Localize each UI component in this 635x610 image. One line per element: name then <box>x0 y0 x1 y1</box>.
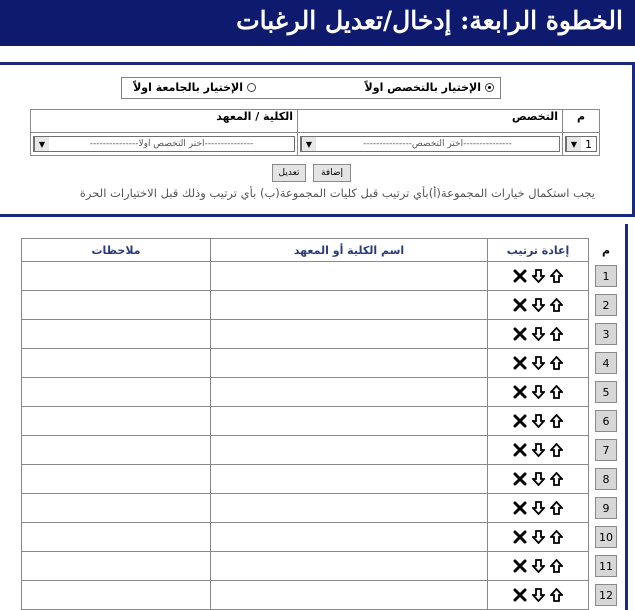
delete-x-icon <box>513 327 527 341</box>
row-number-button[interactable]: 2 <box>595 294 617 316</box>
arrow-up-icon <box>550 269 563 283</box>
row-number-button[interactable]: 5 <box>595 381 617 403</box>
row-number-cell <box>589 378 624 407</box>
arrow-down-icon <box>532 530 545 544</box>
arrow-down-icon <box>532 385 545 399</box>
table-row <box>22 291 624 320</box>
faculty-placeholder: ---------------اختر التخصص أولا--------------- <box>89 139 254 149</box>
move-up-button[interactable] <box>550 414 563 428</box>
delete-x-icon <box>513 472 527 486</box>
col-name-header: اسم الكلية أو المعهد <box>211 239 488 262</box>
chevron-down-icon[interactable]: ▼ <box>301 137 316 151</box>
move-up-button[interactable] <box>550 269 563 283</box>
notes-cell <box>22 523 211 552</box>
chevron-down-icon[interactable]: ▼ <box>34 137 49 151</box>
move-down-button[interactable] <box>532 443 545 457</box>
arrow-up-icon <box>550 414 563 428</box>
move-up-button[interactable] <box>550 501 563 515</box>
row-number-select[interactable] <box>565 136 597 152</box>
row-number-button[interactable]: 1 <box>595 265 617 287</box>
move-down-button[interactable] <box>532 298 545 312</box>
move-up-button[interactable] <box>550 356 563 370</box>
row-number-cell <box>589 581 624 610</box>
col-specialty-header: التخصص <box>298 110 563 133</box>
instruction-note: يجب استكمال خيارات المجموعة(أ)بأي ترتيب قبل كليات المجموعة(ب) بأي ترتيب وذلك قبل الاختيارات الحرة <box>79 186 595 200</box>
specialty-placeholder: ---------------اختر التخصص--------------- <box>363 139 512 149</box>
row-number-button[interactable]: 7 <box>595 439 617 461</box>
move-down-button[interactable] <box>532 501 545 515</box>
delete-x-icon <box>513 443 527 457</box>
divider-top <box>0 62 635 65</box>
delete-x-icon <box>513 385 527 399</box>
move-down-button[interactable] <box>532 588 545 602</box>
move-up-button[interactable] <box>550 298 563 312</box>
arrow-up-icon <box>550 472 563 486</box>
table-row <box>22 349 624 378</box>
college-name-cell <box>211 523 488 552</box>
college-name-cell <box>211 378 488 407</box>
arrow-down-icon <box>532 298 545 312</box>
delete-button[interactable] <box>513 501 527 515</box>
table-row <box>22 494 624 523</box>
row-number-button[interactable]: 3 <box>595 323 617 345</box>
arrow-up-icon <box>550 501 563 515</box>
arrow-up-icon <box>550 443 563 457</box>
col-notes-header: ملاحظات <box>22 239 211 262</box>
radio-by-specialty-label: الإختيار بالتخصص اولاً <box>364 81 481 94</box>
row-number-cell <box>589 465 624 494</box>
move-up-button[interactable] <box>550 559 563 573</box>
delete-x-icon <box>513 559 527 573</box>
notes-cell <box>22 349 211 378</box>
row-number-value: 1 <box>585 137 592 151</box>
table-row <box>22 465 624 494</box>
move-down-button[interactable] <box>532 472 545 486</box>
reorder-cell <box>488 581 589 610</box>
selection-mode-group <box>121 77 501 99</box>
move-down-button[interactable] <box>532 269 545 283</box>
arrow-down-icon <box>532 559 545 573</box>
arrow-up-icon <box>550 385 563 399</box>
col-m-header: م <box>563 110 600 133</box>
row-number-button[interactable]: 10 <box>595 526 617 548</box>
table-row <box>22 407 624 436</box>
selection-table <box>30 109 600 156</box>
faculty-select[interactable] <box>33 136 295 152</box>
delete-button[interactable] <box>513 414 527 428</box>
reorder-cell <box>488 407 589 436</box>
college-name-cell <box>211 407 488 436</box>
delete-x-icon <box>513 588 527 602</box>
delete-x-icon <box>513 501 527 515</box>
row-number-button[interactable]: 11 <box>595 555 617 577</box>
delete-button[interactable] <box>513 269 527 283</box>
edit-button[interactable]: تعديل <box>272 164 306 182</box>
notes-cell <box>22 291 211 320</box>
arrow-up-icon <box>550 327 563 341</box>
reorder-cell <box>488 552 589 581</box>
move-up-button[interactable] <box>550 588 563 602</box>
delete-x-icon <box>513 356 527 370</box>
table-row <box>22 320 624 349</box>
col-reorder-header: إعادة ترتيب <box>488 239 589 262</box>
delete-x-icon <box>513 414 527 428</box>
college-name-cell <box>211 349 488 378</box>
college-name-cell <box>211 465 488 494</box>
delete-button[interactable] <box>513 298 527 312</box>
radio-by-university[interactable] <box>133 81 256 94</box>
move-up-button[interactable] <box>550 443 563 457</box>
col-faculty-header: الكلية / المعهد <box>31 110 298 133</box>
move-down-button[interactable] <box>532 385 545 399</box>
delete-x-icon <box>513 298 527 312</box>
delete-button[interactable] <box>513 385 527 399</box>
move-up-button[interactable] <box>550 385 563 399</box>
radio-by-university-label: الإختيار بالجامعة اولاً <box>133 81 243 94</box>
table-row <box>22 581 624 610</box>
row-number-cell <box>589 291 624 320</box>
row-number-button[interactable]: 12 <box>595 584 617 606</box>
reorder-cell <box>488 291 589 320</box>
notes-cell <box>22 407 211 436</box>
table-edge <box>625 224 628 610</box>
radio-circle-selected-icon[interactable] <box>485 83 494 92</box>
reorder-cell <box>488 523 589 552</box>
preferences-table <box>21 238 623 610</box>
arrow-down-icon <box>532 588 545 602</box>
notes-cell <box>22 378 211 407</box>
reorder-cell <box>488 262 589 291</box>
delete-button[interactable] <box>513 472 527 486</box>
delete-button[interactable] <box>513 559 527 573</box>
row-number-button[interactable]: 9 <box>595 497 617 519</box>
delete-button[interactable] <box>513 327 527 341</box>
arrow-down-icon <box>532 472 545 486</box>
arrow-up-icon <box>550 298 563 312</box>
arrow-up-icon <box>550 559 563 573</box>
table-row <box>22 378 624 407</box>
notes-cell <box>22 465 211 494</box>
delete-button[interactable] <box>513 588 527 602</box>
arrow-up-icon <box>550 530 563 544</box>
arrow-down-icon <box>532 501 545 515</box>
row-number-cell <box>589 320 624 349</box>
college-name-cell <box>211 436 488 465</box>
row-number-button[interactable]: 6 <box>595 410 617 432</box>
move-up-button[interactable] <box>550 327 563 341</box>
delete-x-icon <box>513 530 527 544</box>
college-name-cell <box>211 262 488 291</box>
move-down-button[interactable] <box>532 327 545 341</box>
table-row <box>22 552 624 581</box>
row-number-cell <box>589 407 624 436</box>
row-number-button[interactable]: 4 <box>595 352 617 374</box>
row-number-cell <box>589 262 624 291</box>
row-number-cell <box>589 349 624 378</box>
delete-button[interactable] <box>513 356 527 370</box>
table-row <box>22 436 624 465</box>
move-up-button[interactable] <box>550 472 563 486</box>
row-number-button[interactable]: 8 <box>595 468 617 490</box>
move-down-button[interactable] <box>532 414 545 428</box>
move-down-button[interactable] <box>532 530 545 544</box>
move-up-button[interactable] <box>550 530 563 544</box>
notes-cell <box>22 552 211 581</box>
college-name-cell <box>211 581 488 610</box>
college-name-cell <box>211 494 488 523</box>
row-number-cell <box>589 523 624 552</box>
arrow-down-icon <box>532 356 545 370</box>
row-number-cell <box>589 494 624 523</box>
reorder-cell <box>488 465 589 494</box>
page-title-text: الخطوة الرابعة: إدخال/تعديل الرغبات <box>236 6 623 35</box>
move-down-button[interactable] <box>532 559 545 573</box>
move-down-button[interactable] <box>532 356 545 370</box>
arrow-down-icon <box>532 269 545 283</box>
delete-button[interactable] <box>513 443 527 457</box>
college-name-cell <box>211 320 488 349</box>
divider-middle <box>0 214 635 217</box>
arrow-down-icon <box>532 327 545 341</box>
radio-circle-icon[interactable] <box>247 83 256 92</box>
reorder-cell <box>488 378 589 407</box>
notes-cell <box>22 494 211 523</box>
delete-button[interactable] <box>513 530 527 544</box>
row-number-cell <box>589 552 624 581</box>
reorder-cell <box>488 436 589 465</box>
specialty-select[interactable] <box>300 136 560 152</box>
arrow-down-icon <box>532 443 545 457</box>
reorder-cell <box>488 349 589 378</box>
college-name-cell <box>211 291 488 320</box>
add-button[interactable]: إضافة <box>313 164 351 182</box>
reorder-cell <box>488 320 589 349</box>
arrow-up-icon <box>550 588 563 602</box>
col-m-header: م <box>601 243 611 257</box>
notes-cell <box>22 320 211 349</box>
table-row <box>22 262 624 291</box>
notes-cell <box>22 262 211 291</box>
table-row <box>22 523 624 552</box>
arrow-down-icon <box>532 414 545 428</box>
notes-cell <box>22 436 211 465</box>
page-title <box>0 0 635 46</box>
chevron-down-icon[interactable]: ▼ <box>566 137 581 151</box>
row-number-cell <box>589 436 624 465</box>
notes-cell <box>22 581 211 610</box>
radio-by-specialty[interactable] <box>365 81 494 94</box>
college-name-cell <box>211 552 488 581</box>
arrow-up-icon <box>550 356 563 370</box>
reorder-cell <box>488 494 589 523</box>
delete-x-icon <box>513 269 527 283</box>
